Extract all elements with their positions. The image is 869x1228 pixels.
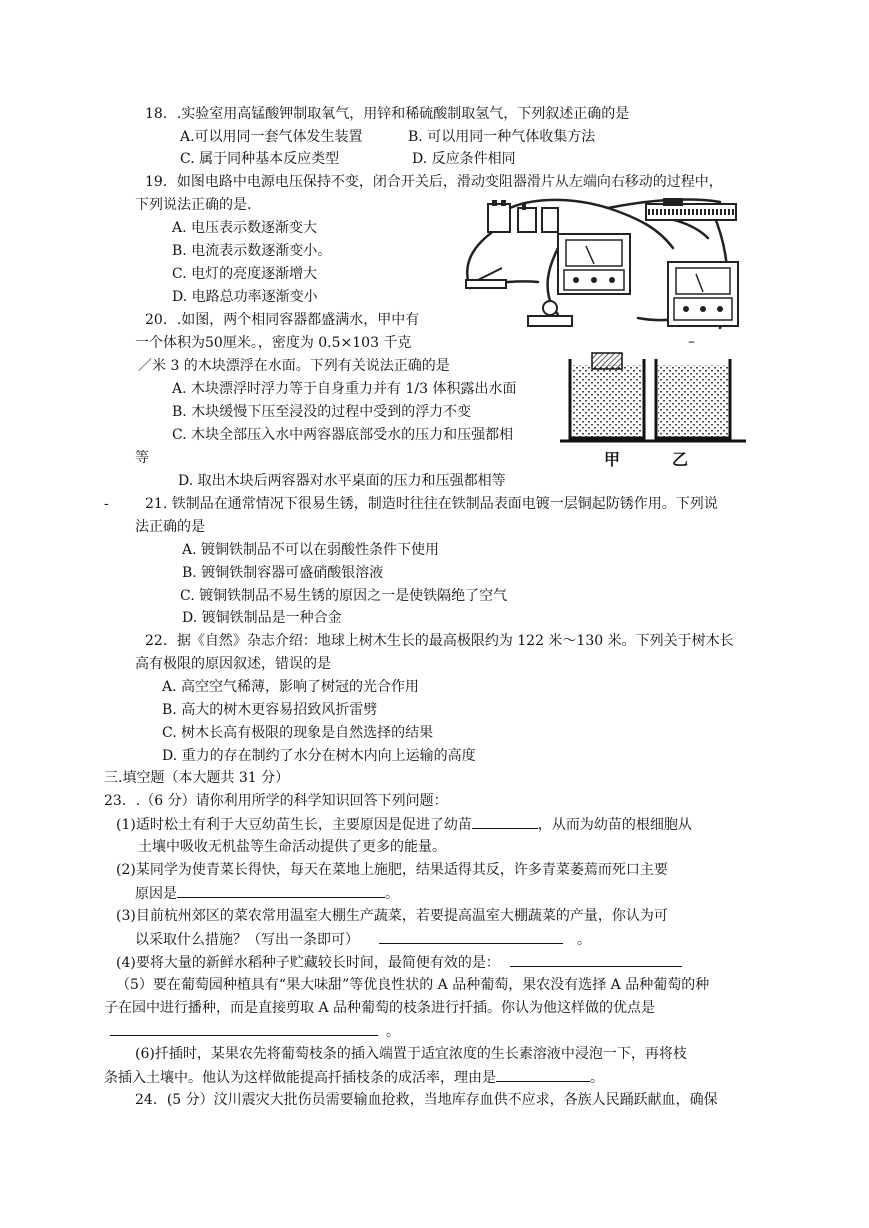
q23-p1-text-b: ，从而为幼苗的根细胞从 xyxy=(537,817,692,833)
q23-part3-line1: (3)目前杭州郊区的菜农常用温室大棚生产蔬菜，若要提高温室大棚蔬菜的产量，你认为可 xyxy=(116,908,668,924)
q20-option-a: A. 木块漂浮时浮力等于自身重力并有 1/3 体积露出水面 xyxy=(172,381,517,397)
q23-part6-line1: (6)扦插时，某果农先将葡萄枝条的插入端置于适宜浓度的生长素溶液中浸泡一下，再将枝 xyxy=(135,1046,687,1062)
q23-p2-text-b: 。 xyxy=(385,886,399,902)
q23-part3-line2 xyxy=(135,929,591,950)
q23-p4-text-a: (4)要将大量的新鲜水稻种子贮藏较长时间，最简便有效的是： xyxy=(116,955,500,971)
q23-p2-blank[interactable] xyxy=(177,883,385,898)
q23-part4-line1 xyxy=(116,952,682,973)
q19-option-d: D. 电路总功率逐渐变小 xyxy=(172,289,318,305)
q19-stem-line1: 19．如图电路中电源电压保持不变，闭合开关后，滑动变阻器滑片从左端向右移动的过程中， xyxy=(145,174,723,190)
q18-option-b: B. 可以用同一种气体收集方法 xyxy=(408,129,596,145)
q23-p5-text-c: 。 xyxy=(386,1024,400,1040)
q20-stem-line3: ／米 3 的木块漂浮在水面。下列有关说法正确的是 xyxy=(138,358,450,374)
q23-p2-text-a: 原因是 xyxy=(135,886,177,902)
q22-stem-line2: 高有极限的原因叙述，错误的是 xyxy=(135,656,331,672)
containers-diagram xyxy=(560,345,750,445)
q18-option-d: D. 反应条件相同 xyxy=(412,151,516,167)
q22-option-b: B. 高大的树木更容易招致风折雷劈 xyxy=(162,702,378,718)
q24-stem: 24．(5 分）汶川震灾大批伤员需要输血抢救，当地库存血供不应求，各族人民踊跃献血，确保 xyxy=(135,1092,718,1108)
q19-option-b: B. 电流表示数逐渐变小。 xyxy=(172,243,332,259)
q19-stem-line2: 下列说法正确的是. xyxy=(135,197,252,213)
q22-option-a: A. 高空空气稀薄，影响了树冠的光合作用 xyxy=(162,679,420,695)
q23-part5-line3 xyxy=(110,1021,400,1042)
q20-stem-line1: 20．.如图，两个相同容器都盛满水，甲中有 xyxy=(145,312,420,328)
circuit-figure-mark: – xyxy=(688,334,695,350)
q23-part1-line1 xyxy=(116,814,692,835)
q23-p1-blank[interactable] xyxy=(472,814,538,829)
q23-p1-text-a: (1)适时松土有利于大豆幼苗生长，主要原因是促进了幼苗 xyxy=(116,817,472,833)
q21-stem-line1: 21. 铁制品在通常情况下很易生锈，制造时往往在铁制品表面电镀一层铜起防锈作用。下列说 xyxy=(145,496,718,512)
q23-p3-blank[interactable] xyxy=(379,929,563,944)
q23-p5-blank[interactable] xyxy=(110,1021,378,1036)
q22-stem-line1: 22．据《自然》杂志介绍：地球上树木生长的最高极限约为 122 米～130 米。下列关于树木长 xyxy=(145,633,734,649)
q23-part2-line2 xyxy=(135,883,399,904)
q23-part5-line2: 子在园中进行播种，而是直接剪取 A 品种葡萄的枝条进行扦插。你认为他这样做的优点是 xyxy=(104,1000,656,1016)
q23-part5-line1: （5）要在葡萄园种植具有“果大味甜”等优良性状的 A 品种葡萄，果农没有选择 A 品种葡萄的种 xyxy=(116,977,710,993)
q21-stem-line2: 法正确的是 xyxy=(135,519,205,535)
label-jia: 甲 xyxy=(604,450,621,469)
q21-option-c: C. 镀铜铁制品不易生锈的原因之一是使铁隔绝了空气 xyxy=(180,588,508,604)
q23-p3-text-a: 以采取什么措施？（写出一条即可） xyxy=(135,932,359,948)
q18-stem: 18．.实验室用高锰酸钾制取氧气，用锌和稀硫酸制取氢气，下列叙述正确的是 xyxy=(145,106,630,122)
q20-option-c-cont: 等 xyxy=(135,450,149,466)
q23-p6-text-b: 。 xyxy=(590,1070,604,1086)
label-yi: 乙 xyxy=(672,450,689,469)
q23-p4-blank[interactable] xyxy=(510,952,682,967)
q23-part6-line2 xyxy=(104,1067,604,1088)
q23-part1-line2: 土壤中吸收无机盐等生命活动提供了更多的能量。 xyxy=(138,839,446,855)
q22-option-c: C. 树木长高有极限的现象是自然选择的结果 xyxy=(162,725,434,741)
q21-dash: - xyxy=(104,496,109,512)
q21-option-b: B. 镀铜铁制容器可盛硝酸银溶液 xyxy=(182,565,384,581)
q20-stem-line2: 一个体积为50厘米。，密度为 0.5×103 千克 xyxy=(135,335,412,351)
q22-option-d: D. 重力的存在制约了水分在树木内向上运输的高度 xyxy=(162,748,476,764)
q19-option-a: A. 电压表示数逐渐变大 xyxy=(172,220,318,236)
q20-option-b: B. 木块缓慢下压至浸没的过程中受到的浮力不变 xyxy=(172,404,472,420)
q19-option-c: C. 电灯的亮度逐渐增大 xyxy=(172,266,318,282)
circuit-diagram xyxy=(458,188,748,338)
q20-option-c: C. 木块全部压入水中两容器底部受水的压力和压强都相 xyxy=(172,427,514,443)
q20-option-d: D. 取出木块后两容器对水平桌面的压力和压强都相等 xyxy=(178,473,506,489)
q18-option-a: A.可以用同一套气体发生装置 xyxy=(180,129,363,145)
q23-stem: 23．.（6 分）请你利用所学的科学知识回答下列问题： xyxy=(104,793,448,809)
q23-p6-text-a: 条插入土壤中。他认为这样做能提高扦插枝条的成活率，理由是 xyxy=(104,1070,496,1086)
q21-option-d: D. 镀铜铁制品是一种合金 xyxy=(182,610,342,626)
q18-option-c: C. 属于同种基本反应类型 xyxy=(180,151,340,167)
q23-p6-blank[interactable] xyxy=(496,1067,590,1082)
q21-option-a: A. 镀铜铁制品不可以在弱酸性条件下使用 xyxy=(182,542,440,558)
q23-p3-text-b: 。 xyxy=(577,932,591,948)
q23-part2-line1: (2)某同学为使青菜长得快，每天在菜地上施肥，结果适得其反，许多青菜萎蔫而死口主要 xyxy=(116,862,668,878)
section-heading: 三.填空题（本大题共 31 分） xyxy=(104,770,290,786)
